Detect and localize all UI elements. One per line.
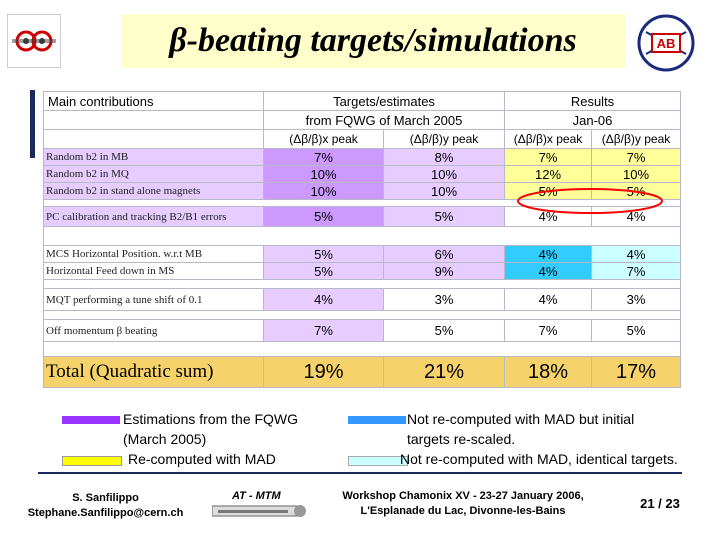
cell: 10% (264, 166, 384, 183)
cell: 5% (264, 263, 384, 280)
cell: 4% (505, 207, 592, 227)
total-cell: 19% (264, 357, 384, 388)
cell: 4% (505, 289, 592, 311)
at-mtm-logo (212, 486, 312, 526)
row-label: Random b2 in MB (44, 149, 264, 166)
subheader-result-x: (Δβ/β)x peak (505, 130, 592, 149)
legend-yellow: Re-computed with MAD (128, 451, 276, 467)
footer-email: Stephane.Sanfilippo@cern.ch (27, 507, 184, 519)
lhc-logo (7, 14, 61, 68)
cell: 7% (592, 263, 681, 280)
cell: 5% (384, 320, 505, 342)
cell: 7% (264, 149, 384, 166)
cell: 8% (384, 149, 505, 166)
header-results: Results (505, 92, 681, 111)
title-banner (121, 14, 625, 68)
header-results-sub: Jan-06 (505, 111, 681, 130)
cell: 3% (384, 289, 505, 311)
ab-logo (636, 12, 696, 74)
total-cell: 17% (592, 357, 681, 388)
row-label: Horizontal Feed down in MS (44, 263, 264, 280)
legend-blue-2: targets re-scaled. (407, 431, 516, 447)
total-cell: 18% (505, 357, 592, 388)
cell: 6% (384, 246, 505, 263)
legend-swatch-purple (62, 416, 120, 424)
header-rule (30, 90, 35, 158)
footer-rule (38, 472, 682, 474)
row-label: Random b2 in stand alone magnets (44, 183, 264, 200)
subheader-target-y: (Δβ/β)y peak (384, 130, 505, 149)
cell: 7% (592, 149, 681, 166)
row-label: MQT performing a tune shift of 0.1 (44, 289, 264, 311)
cell: 4% (505, 246, 592, 263)
slide-title: β-beating targets/simulations (169, 22, 577, 59)
header-targets-sub: from FQWG of March 2005 (264, 111, 505, 130)
cell: 7% (505, 320, 592, 342)
cell: 5% (264, 207, 384, 227)
total-label: Total (Quadratic sum) (44, 357, 264, 388)
svg-text:AB: AB (656, 36, 676, 51)
footer-venue: L'Esplanade du Lac, Divonne-les-Bains (360, 505, 566, 517)
cell: 7% (264, 320, 384, 342)
table-grid (43, 91, 680, 408)
cell: 9% (384, 263, 505, 280)
row-label: PC calibration and tracking B2/B1 errors (44, 207, 264, 227)
contributions-table (43, 91, 680, 408)
legend-swatch-blue (348, 416, 406, 424)
header-main: Main contributions (44, 92, 264, 111)
cell: 4% (592, 207, 681, 227)
footer-author: S. Sanfilippo (72, 492, 139, 504)
cell: 5% (384, 207, 505, 227)
cell: 10% (384, 166, 505, 183)
cell: 5% (592, 183, 681, 200)
cell: 4% (505, 263, 592, 280)
legend-purple-2: (March 2005) (123, 431, 207, 447)
at-mtm-label: AT - MTM (232, 490, 281, 502)
cell: 7% (505, 149, 592, 166)
legend-lightblue: Not re-computed with MAD, identical targets. (400, 451, 678, 467)
cell: 3% (592, 289, 681, 311)
cell: 5% (592, 320, 681, 342)
legend-swatch-yellow (62, 456, 122, 466)
cell: 12% (505, 166, 592, 183)
row-label: Random b2 in MQ (44, 166, 264, 183)
page-number: 21 / 23 (640, 496, 680, 511)
cell: 5% (264, 246, 384, 263)
cell: 5% (505, 183, 592, 200)
cell: 10% (264, 183, 384, 200)
highlight-ellipse (515, 186, 665, 216)
footer-event: Workshop Chamonix XV - 23-27 January 2006, (342, 490, 584, 502)
header-targets: Targets/estimates (264, 92, 505, 111)
row-label: Off momentum β beating (44, 320, 264, 342)
subheader-result-y: (Δβ/β)y peak (592, 130, 681, 149)
cell: 10% (384, 183, 505, 200)
legend-purple: Estimations from the FQWG (123, 411, 299, 427)
legend-blue: Not re-computed with MAD but initial (407, 411, 635, 427)
cell: 4% (592, 246, 681, 263)
cell: 10% (592, 166, 681, 183)
cell: 4% (264, 289, 384, 311)
total-cell: 21% (384, 357, 505, 388)
legend-swatch-lightblue (348, 456, 408, 466)
row-label: MCS Horizontal Position. w.r.t MB (44, 246, 264, 263)
subheader-target-x: (Δβ/β)x peak (264, 130, 384, 149)
